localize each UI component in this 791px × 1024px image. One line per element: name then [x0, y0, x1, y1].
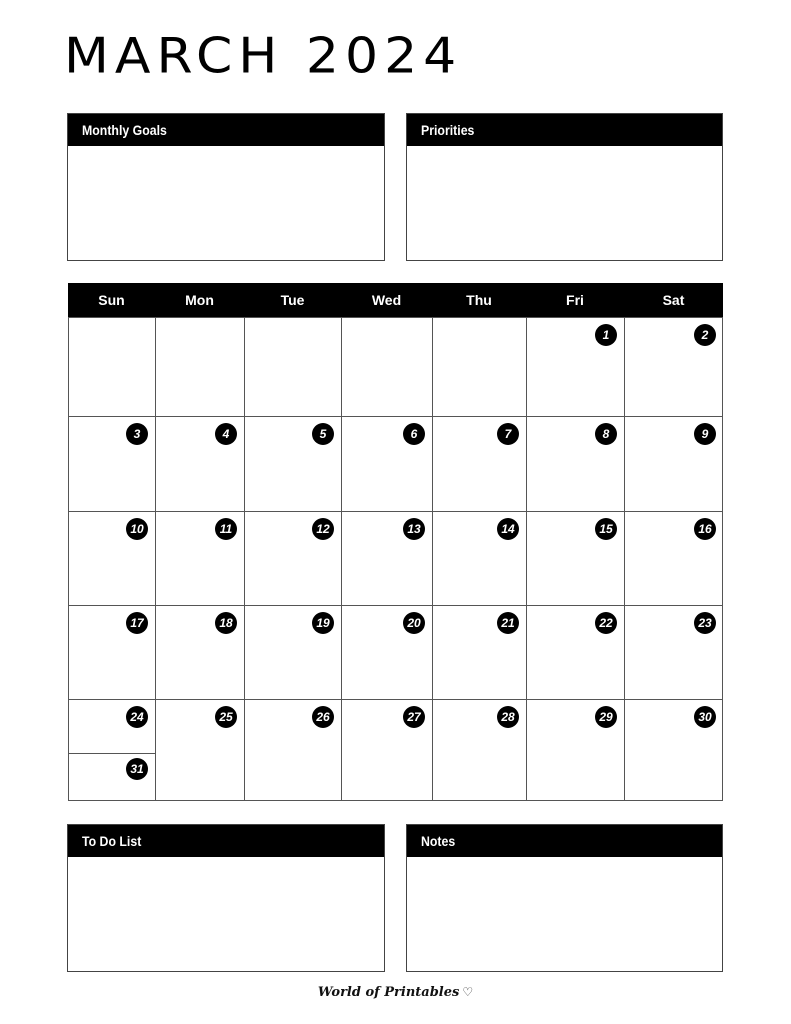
notes-label: Notes: [421, 833, 456, 849]
day-13[interactable]: 13: [403, 518, 425, 540]
weekday-fri: Fri: [566, 292, 584, 308]
day-2[interactable]: 2: [694, 324, 716, 346]
day-31[interactable]: 31: [126, 758, 148, 780]
todo-list-header: [68, 825, 384, 857]
todo-list-label: To Do List: [82, 833, 142, 849]
day-30[interactable]: 30: [694, 706, 716, 728]
weekday-header-row: [68, 283, 723, 317]
grid-hline: [68, 416, 723, 417]
grid-vline: [624, 317, 625, 801]
weekday-mon: Mon: [185, 292, 214, 308]
day-17[interactable]: 17: [126, 612, 148, 634]
monthly-goals-box[interactable]: [67, 113, 385, 261]
page-title: MARCH 2024: [64, 27, 463, 85]
monthly-goals-label: Monthly Goals: [82, 122, 167, 138]
grid-vline: [432, 317, 433, 801]
day-23[interactable]: 23: [694, 612, 716, 634]
day-16[interactable]: 16: [694, 518, 716, 540]
day-1[interactable]: 1: [595, 324, 617, 346]
monthly-goals-header: [68, 114, 384, 146]
day-14[interactable]: 14: [497, 518, 519, 540]
day-5[interactable]: 5: [312, 423, 334, 445]
grid-vline: [244, 317, 245, 801]
grid-split-line: [68, 753, 155, 754]
priorities-box[interactable]: [406, 113, 723, 261]
day-9[interactable]: 9: [694, 423, 716, 445]
day-20[interactable]: 20: [403, 612, 425, 634]
day-12[interactable]: 12: [312, 518, 334, 540]
day-10[interactable]: 10: [126, 518, 148, 540]
day-3[interactable]: 3: [126, 423, 148, 445]
brand-footer: [0, 985, 791, 1000]
grid-vline: [526, 317, 527, 801]
grid-hline: [68, 317, 723, 318]
heart-outline-icon: ♡: [462, 985, 474, 999]
day-4[interactable]: 4: [215, 423, 237, 445]
priorities-header: [407, 114, 722, 146]
calendar-grid: [68, 283, 723, 801]
priorities-label: Priorities: [421, 122, 475, 138]
grid-hline: [68, 605, 723, 606]
weekday-sat: Sat: [662, 292, 685, 308]
day-15[interactable]: 15: [595, 518, 617, 540]
day-8[interactable]: 8: [595, 423, 617, 445]
notes-box[interactable]: [406, 824, 723, 972]
day-11[interactable]: 11: [215, 518, 237, 540]
notes-header: [407, 825, 722, 857]
weekday-thu: Thu: [466, 292, 492, 308]
day-22[interactable]: 22: [595, 612, 617, 634]
day-6[interactable]: 6: [403, 423, 425, 445]
brand-name: World of Printables: [317, 985, 460, 1000]
grid-vline: [68, 317, 69, 801]
day-7[interactable]: 7: [497, 423, 519, 445]
day-28[interactable]: 28: [497, 706, 519, 728]
weekday-wed: Wed: [371, 292, 402, 308]
todo-list-box[interactable]: [67, 824, 385, 972]
day-27[interactable]: 27: [403, 706, 425, 728]
day-18[interactable]: 18: [215, 612, 237, 634]
grid-hline: [68, 800, 723, 801]
weekday-tue: Tue: [280, 292, 305, 308]
day-24[interactable]: 24: [126, 706, 148, 728]
grid-hline: [68, 699, 723, 700]
grid-hline: [68, 511, 723, 512]
day-26[interactable]: 26: [312, 706, 334, 728]
weekday-sun: Sun: [98, 292, 125, 308]
day-19[interactable]: 19: [312, 612, 334, 634]
grid-vline: [155, 317, 156, 801]
day-29[interactable]: 29: [595, 706, 617, 728]
grid-vline: [722, 317, 723, 801]
grid-vline: [341, 317, 342, 801]
day-21[interactable]: 21: [497, 612, 519, 634]
day-25[interactable]: 25: [215, 706, 237, 728]
